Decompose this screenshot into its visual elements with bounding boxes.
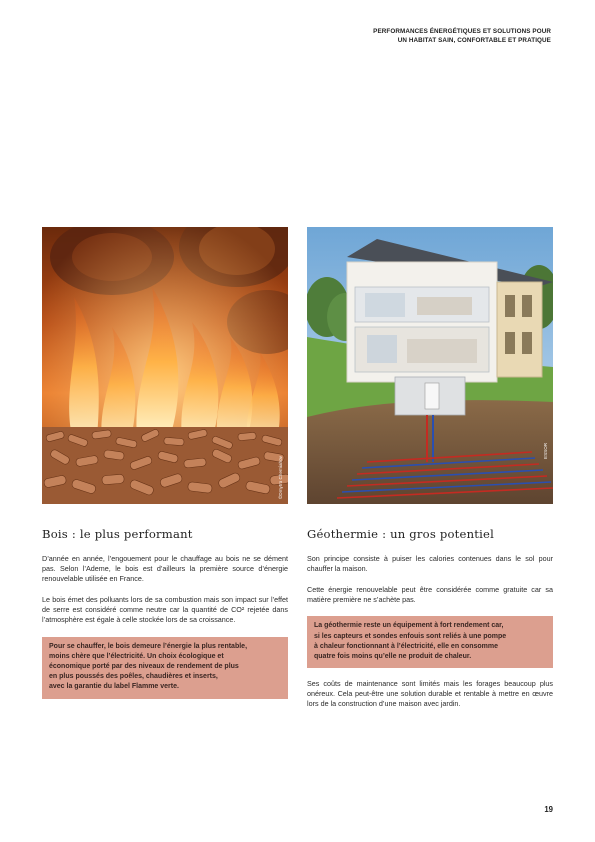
photo-credit-left: ©Dmytro Cherniahov	[278, 456, 283, 499]
geothermal-paragraph-1: Son principe consiste à puiser les calories contenues dans le sol pour chauffer la maison.	[307, 554, 553, 574]
wood-highlight-line: en plus poussés des poêles, chaudières et inserts,	[49, 673, 218, 681]
geothermal-house-photo	[307, 227, 553, 504]
geothermal-highlight-line: si les capteurs et sondes enfouis sont reliés à une pompe	[314, 632, 507, 640]
photo-credit-right: ESSOR	[543, 442, 548, 459]
wood-highlight-line: économique porté par des niveaux de rendement de plus	[49, 662, 239, 670]
page-number: 19	[544, 805, 553, 814]
wood-highlight-line: Pour se chauffer, le bois demeure l’énergie la plus rentable,	[49, 642, 248, 650]
page-header	[291, 28, 551, 45]
header-line-2: UN HABITAT SAIN, CONFORTABLE ET PRATIQUE	[397, 36, 551, 44]
header-line-1: PERFORMANCES ÉNERGÉTIQUES ET SOLUTIONS POUR	[373, 28, 551, 35]
geothermal-highlight-box	[307, 616, 553, 668]
geothermal-section	[307, 527, 553, 720]
wood-paragraph-1: D’année en année, l’engouement pour le chauffage au bois ne se dément pas. Selon l’Ademe, le bois est d’ailleurs la première source d’énergie renouvelable utilisée en France.	[42, 554, 288, 584]
wood-paragraph-2: Le bois émet des polluants lors de sa combustion mais son impact sur l’effet de serre est considéré comme neutre car la quantité de CO² rejetée dans l’atmosphère est égale à celle stockée lors de sa croissance.	[42, 595, 288, 625]
geothermal-house-image	[307, 227, 553, 504]
geothermal-paragraph-3: Ses coûts de maintenance sont limités mais les forages beaucoup plus onéreux. Cela peut-être une solution durable et rentable à mettre en œuvre lors de la construction d’une maison avec jardin.	[307, 679, 553, 709]
wood-fire-photo	[42, 227, 288, 504]
geothermal-highlight-line: quatre fois moins qu’elle ne produit de chaleur.	[314, 652, 472, 660]
wood-fire-image	[42, 227, 288, 504]
geothermal-section-title: Géothermie : un gros potentiel	[307, 527, 494, 541]
geothermal-highlight-line: à chaleur fonctionnant à l’électricité, elle en consomme	[314, 642, 498, 650]
wood-section	[42, 527, 288, 710]
geothermal-highlight-line: La géothermie reste un équipement à fort rendement car,	[314, 622, 504, 630]
wood-highlight-line: avec la garantie du label Flamme verte.	[49, 683, 179, 691]
wood-section-title: Bois : le plus performant	[42, 527, 193, 541]
wood-highlight-box	[42, 637, 288, 699]
wood-highlight-line: moins chère que l’électricité. Un choix écologique et	[49, 652, 224, 660]
geothermal-paragraph-2: Cette énergie renouvelable peut être considérée comme gratuite car sa matière première ne s’achète pas.	[307, 585, 553, 605]
